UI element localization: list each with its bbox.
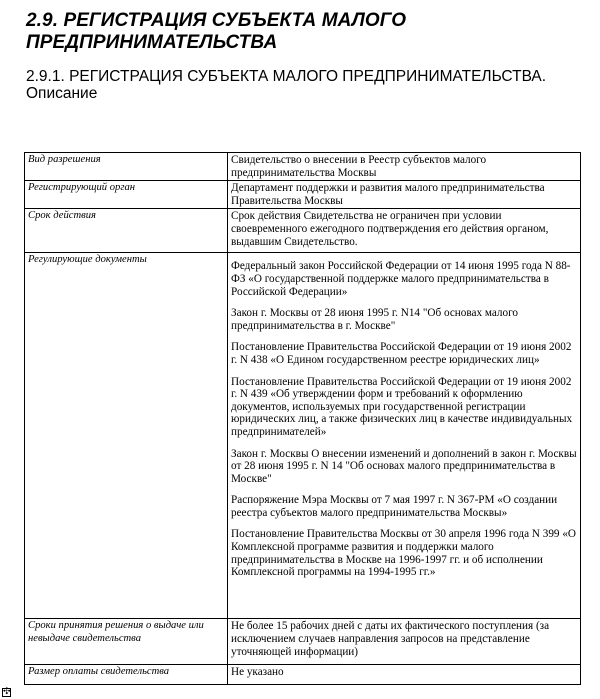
documents-list [228, 253, 581, 619]
row-value: Не более 15 рабочих дней с даты их фактического поступления (за исключением случаев направления запросов на представление уточняющей информации) [228, 619, 581, 665]
row-value: Департамент поддержки и развития малого предпринимательства Правительства Москвы [228, 181, 581, 209]
row-label: Вид разрешения [25, 153, 228, 181]
table-row [25, 665, 581, 685]
table-move-handle-icon[interactable]: ✣ [3, 687, 11, 697]
table-row [25, 153, 581, 181]
row-value: Не указано [228, 665, 581, 685]
document-item: Закон г. Москвы от 28 июня 1995 г. N14 "Об основах малого предпринимательства в г. Москве" [231, 307, 519, 332]
document-item: Постановление Правительства Российской Федерации от 19 июня 2002 г. N 438 «О Едином государственном реестре юридических лиц» [231, 341, 572, 366]
document-item: Распоряжение Мэра Москвы от 7 мая 1997 г. N 367-РМ «О создании реестра субъектов малого предпринимательства Москвы» [231, 494, 558, 519]
row-label: Срок действия [25, 209, 228, 253]
row-label: Регистрирующий орган [25, 181, 228, 209]
document-item: Постановление Правительства Москвы от 30 апреля 1996 года N 399 «О Комплексной программе развития и поддержки малого предпринимательства в Москве на 1996-1997 гг. и об исполнении Комплексной программы на 1994-1995 гг.» [231, 528, 576, 579]
row-label: Размер оплаты свидетельства [25, 665, 228, 685]
subsection-heading: 2.9.1. РЕГИСТРАЦИЯ СУБЪЕКТА МАЛОГО ПРЕДПРИНИМАТЕЛЬСТВА. Описание [26, 68, 547, 102]
table-row [25, 253, 581, 619]
row-label: Сроки принятия решения о выдаче или невыдаче свидетельства [25, 619, 228, 665]
row-value: Свидетельство о внесении в Реестр субъектов малого предпринимательства Москвы [228, 153, 581, 181]
row-value: Срок действия Свидетельства не ограничен при условии своевременного ежегодного подтверждения его действия органом, выдавшим Свидетельство. [228, 209, 581, 253]
section-heading: 2.9. РЕГИСТРАЦИЯ СУБЪЕКТА МАЛОГО ПРЕДПРИНИМАТЕЛЬСТВА [26, 10, 407, 53]
registration-table [24, 152, 581, 685]
row-label: Регулирующие документы [25, 253, 228, 619]
table-row [25, 181, 581, 209]
table-row [25, 619, 581, 665]
document-item: Постановление Правительства Российской Федерации от 19 июня 2002 г. N 439 «Об утверждении форм и требований к оформлению документов, используемых при государственной регистрации юридических лиц, а также физических лиц в качестве индивидуальных предпринимателей» [231, 375, 573, 438]
document-item: Федеральный закон Российской Федерации от 14 июня 1995 года N 88-ФЗ «О государственной поддержке малого предпринимательства в Российской Федерации» [231, 260, 571, 298]
table-row [25, 209, 581, 253]
document-item: Закон г. Москвы О внесении изменений и дополнений в закон г. Москвы от 28 июня 1995 г. N 14 "Об основах малого предпринимательства в Москве" [231, 447, 577, 485]
